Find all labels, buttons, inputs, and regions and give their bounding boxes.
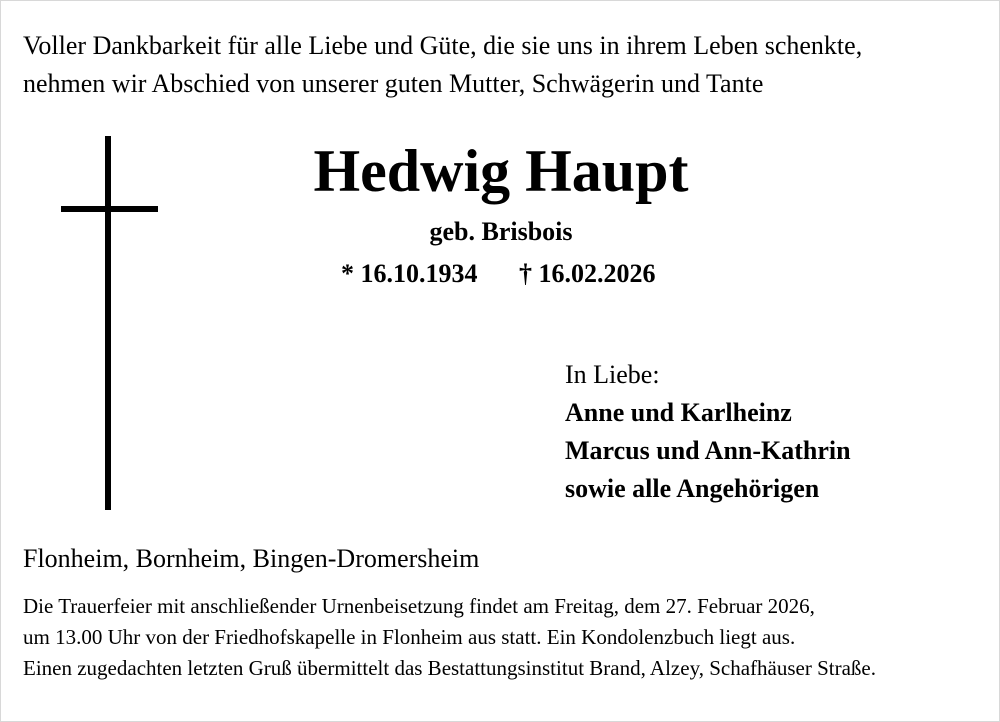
notice-line: um 13.00 Uhr von der Friedhofskapelle in Flonheim aus statt. Ein Kondolenzbuch liegt aus.: [23, 625, 796, 649]
intro-text: [23, 27, 983, 103]
birth-name: geb. Brisbois: [429, 217, 573, 246]
birth-date: * 16.10.1934: [341, 259, 478, 288]
cross-vertical-bar: [105, 136, 111, 510]
mourner-line: sowie alle Angehörigen: [565, 474, 820, 503]
mourner-line: Anne und Karlheinz: [565, 398, 792, 427]
mourners-heading: In Liebe:: [565, 360, 660, 389]
death-date: † 16.02.2026: [519, 259, 656, 288]
intro-line: nehmen wir Abschied von unserer guten Mutter, Schwägerin und Tante: [23, 69, 764, 98]
places-line: Flonheim, Bornheim, Bingen-Dromersheim: [23, 544, 480, 573]
notice-line: Einen zugedachten letzten Gruß übermittelt das Bestattungsinstitut Brand, Alzey, Schafhäuser Straße.: [23, 656, 876, 680]
funeral-notice: [23, 591, 983, 684]
notice-line: Die Trauerfeier mit anschließender Urnenbeisetzung findet am Freitag, dem 27. Februar 2026,: [23, 594, 815, 618]
cross-horizontal-bar: [61, 206, 158, 212]
mourners-block: [565, 356, 851, 508]
intro-line: Voller Dankbarkeit für alle Liebe und Güte, die sie uns in ihrem Leben schenkte,: [23, 31, 863, 60]
deceased-name: Hedwig Haupt: [313, 138, 689, 204]
mourner-line: Marcus und Ann-Kathrin: [565, 436, 851, 465]
